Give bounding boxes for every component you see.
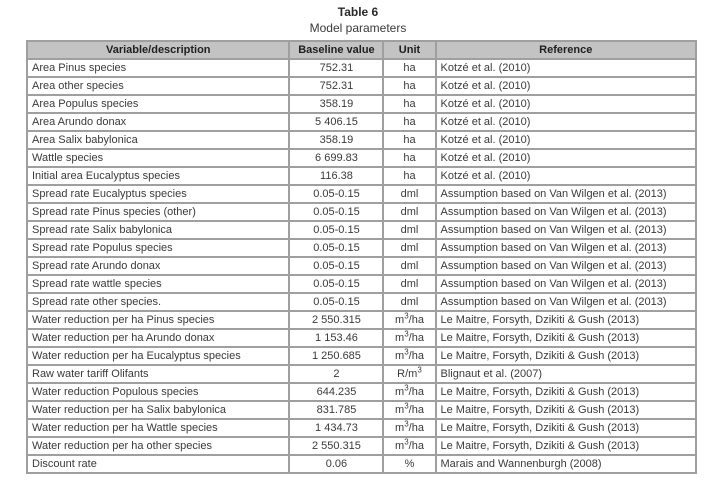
unit-cell (383, 203, 435, 221)
reference-cell: Assumption based on Van Wilgen et al. (2013) (436, 221, 696, 239)
model-parameters-table (26, 40, 697, 474)
baseline-value-cell: 6 699.83 (289, 149, 383, 167)
unit-superscript: 3 (404, 311, 409, 320)
variable-description-cell: Spread rate other species. (27, 293, 289, 311)
baseline-value-cell: 752.31 (289, 59, 383, 77)
reference-cell: Assumption based on Van Wilgen et al. (2013) (436, 293, 696, 311)
table-row (27, 131, 696, 149)
unit-cell (383, 275, 435, 293)
variable-description-cell: Spread rate Salix babylonica (27, 221, 289, 239)
table-row (27, 329, 696, 347)
unit-cell (383, 77, 435, 95)
table-row (27, 77, 696, 95)
unit-text-suffix: /ha (408, 439, 424, 452)
unit-cell (383, 239, 435, 257)
unit-cell (383, 329, 435, 347)
unit-text: m (395, 331, 405, 344)
unit-text-suffix: /ha (408, 349, 424, 362)
baseline-value-cell: 2 550.315 (289, 311, 383, 329)
unit-cell (383, 293, 435, 311)
unit-text-suffix: /ha (408, 331, 424, 344)
variable-description-cell: Water reduction per ha Pinus species (27, 311, 289, 329)
unit-text: ha (403, 61, 416, 74)
reference-cell: Assumption based on Van Wilgen et al. (2013) (436, 203, 696, 221)
reference-cell: Kotzé et al. (2010) (436, 113, 696, 131)
unit-superscript: 3 (404, 383, 409, 392)
unit-cell (383, 113, 435, 131)
unit-text: ha (403, 133, 416, 146)
table-row (27, 185, 696, 203)
variable-description-cell: Spread rate wattle species (27, 275, 289, 293)
unit-superscript: 3 (404, 401, 409, 410)
table-row (27, 365, 696, 383)
unit-text: m (395, 439, 405, 452)
reference-cell: Assumption based on Van Wilgen et al. (2013) (436, 257, 696, 275)
baseline-value-cell: 0.05-0.15 (289, 239, 383, 257)
header-variable-description: Variable/description (27, 41, 289, 59)
variable-description-cell: Area Salix babylonica (27, 131, 289, 149)
reference-cell: Assumption based on Van Wilgen et al. (2013) (436, 275, 696, 293)
table-row (27, 59, 696, 77)
unit-text: R/m (397, 367, 418, 380)
unit-cell (383, 311, 435, 329)
unit-cell (383, 221, 435, 239)
table-row (27, 149, 696, 167)
unit-text: m (395, 385, 405, 398)
baseline-value-cell: 358.19 (289, 131, 383, 149)
baseline-value-cell: 644.235 (289, 383, 383, 401)
variable-description-cell: Spread rate Eucalyptus species (27, 185, 289, 203)
table-row (27, 401, 696, 419)
baseline-value-cell: 831.785 (289, 401, 383, 419)
reference-cell: Kotzé et al. (2010) (436, 77, 696, 95)
table-row (27, 419, 696, 437)
table-header-row (27, 41, 696, 59)
unit-text: dml (400, 187, 419, 200)
unit-text: ha (403, 97, 416, 110)
unit-text: dml (400, 277, 419, 290)
baseline-value-cell: 1 153.46 (289, 329, 383, 347)
table-row (27, 293, 696, 311)
unit-cell (383, 149, 435, 167)
baseline-value-cell: 0.05-0.15 (289, 203, 383, 221)
header-reference: Reference (436, 41, 696, 59)
table-body (27, 59, 696, 473)
variable-description-cell: Area Arundo donax (27, 113, 289, 131)
reference-cell: Kotzé et al. (2010) (436, 167, 696, 185)
reference-cell: Le Maitre, Forsyth, Dzikiti & Gush (2013) (436, 437, 696, 455)
unit-cell (383, 185, 435, 203)
unit-text-suffix: /ha (408, 385, 424, 398)
variable-description-cell: Initial area Eucalyptus species (27, 167, 289, 185)
unit-text: m (395, 403, 405, 416)
table-caption: Model parameters (309, 21, 407, 35)
unit-cell (383, 59, 435, 77)
variable-description-cell: Spread rate Arundo donax (27, 257, 289, 275)
table-row (27, 347, 696, 365)
table-row (27, 383, 696, 401)
unit-text: dml (400, 223, 419, 236)
reference-cell: Assumption based on Van Wilgen et al. (2013) (436, 239, 696, 257)
unit-text: ha (403, 169, 416, 182)
variable-description-cell: Spread rate Pinus species (other) (27, 203, 289, 221)
unit-superscript: 3 (404, 347, 409, 356)
unit-text: ha (403, 151, 416, 164)
unit-text: m (395, 349, 405, 362)
baseline-value-cell: 2 (289, 365, 383, 383)
unit-cell (383, 437, 435, 455)
unit-text-suffix: /ha (408, 403, 424, 416)
unit-superscript: 3 (417, 365, 422, 374)
baseline-value-cell: 116.38 (289, 167, 383, 185)
reference-cell: Assumption based on Van Wilgen et al. (2013) (436, 185, 696, 203)
variable-description-cell: Water reduction per ha other species (27, 437, 289, 455)
reference-cell: Kotzé et al. (2010) (436, 149, 696, 167)
reference-cell: Kotzé et al. (2010) (436, 59, 696, 77)
unit-superscript: 3 (404, 329, 409, 338)
variable-description-cell: Area Pinus species (27, 59, 289, 77)
unit-cell (383, 167, 435, 185)
baseline-value-cell: 0.05-0.15 (289, 185, 383, 203)
header-unit: Unit (383, 41, 435, 59)
unit-text: ha (403, 79, 416, 92)
baseline-value-cell: 358.19 (289, 95, 383, 113)
unit-cell (383, 455, 435, 473)
unit-cell (383, 365, 435, 383)
variable-description-cell: Water reduction per ha Eucalyptus species (27, 347, 289, 365)
baseline-value-cell: 0.05-0.15 (289, 275, 383, 293)
unit-text: ha (403, 115, 416, 128)
table-row (27, 311, 696, 329)
unit-superscript: 3 (404, 437, 409, 446)
variable-description-cell: Water reduction per ha Salix babylonica (27, 401, 289, 419)
unit-cell (383, 419, 435, 437)
reference-cell: Marais and Wannenburgh (2008) (436, 455, 696, 473)
reference-cell: Blignaut et al. (2007) (436, 365, 696, 383)
reference-cell: Kotzé et al. (2010) (436, 131, 696, 149)
baseline-value-cell: 0.05-0.15 (289, 257, 383, 275)
baseline-value-cell: 5 406.15 (289, 113, 383, 131)
table-row (27, 167, 696, 185)
variable-description-cell: Discount rate (27, 455, 289, 473)
variable-description-cell: Area other species (27, 77, 289, 95)
table-row (27, 95, 696, 113)
unit-text-suffix: /ha (408, 421, 424, 434)
baseline-value-cell: 752.31 (289, 77, 383, 95)
unit-cell (383, 401, 435, 419)
table-row (27, 239, 696, 257)
unit-text: % (404, 457, 415, 470)
baseline-value-cell: 0.05-0.15 (289, 221, 383, 239)
baseline-value-cell: 0.06 (289, 455, 383, 473)
table-row (27, 257, 696, 275)
variable-description-cell: Water reduction per ha Arundo donax (27, 329, 289, 347)
table-row (27, 221, 696, 239)
unit-text: m (395, 421, 405, 434)
reference-cell: Le Maitre, Forsyth, Dzikiti & Gush (2013) (436, 329, 696, 347)
unit-text-suffix: /ha (408, 313, 424, 326)
unit-text: dml (400, 295, 419, 308)
reference-cell: Le Maitre, Forsyth, Dzikiti & Gush (2013) (436, 401, 696, 419)
unit-cell (383, 131, 435, 149)
variable-description-cell: Raw water tariff Olifants (27, 365, 289, 383)
baseline-value-cell: 0.05-0.15 (289, 293, 383, 311)
unit-text: m (395, 313, 405, 326)
unit-cell (383, 95, 435, 113)
table-row (27, 113, 696, 131)
header-baseline-value: Baseline value (289, 41, 383, 59)
reference-cell: Le Maitre, Forsyth, Dzikiti & Gush (2013) (436, 311, 696, 329)
variable-description-cell: Wattle species (27, 149, 289, 167)
table-row (27, 437, 696, 455)
table-row (27, 275, 696, 293)
unit-cell (383, 257, 435, 275)
unit-cell (383, 347, 435, 365)
unit-text: dml (400, 259, 419, 272)
unit-text: dml (400, 241, 419, 254)
baseline-value-cell: 1 434.73 (289, 419, 383, 437)
table-row (27, 455, 696, 473)
reference-cell: Le Maitre, Forsyth, Dzikiti & Gush (2013) (436, 419, 696, 437)
variable-description-cell: Spread rate Populus species (27, 239, 289, 257)
unit-superscript: 3 (404, 419, 409, 428)
variable-description-cell: Area Populus species (27, 95, 289, 113)
reference-cell: Le Maitre, Forsyth, Dzikiti & Gush (2013) (436, 347, 696, 365)
variable-description-cell: Water reduction per ha Wattle species (27, 419, 289, 437)
unit-cell (383, 383, 435, 401)
table-row (27, 203, 696, 221)
baseline-value-cell: 1 250.685 (289, 347, 383, 365)
reference-cell: Le Maitre, Forsyth, Dzikiti & Gush (2013) (436, 383, 696, 401)
table-number-title: Table 6 (337, 5, 379, 19)
variable-description-cell: Water reduction Populous species (27, 383, 289, 401)
baseline-value-cell: 2 550.315 (289, 437, 383, 455)
reference-cell: Kotzé et al. (2010) (436, 95, 696, 113)
unit-text: dml (400, 205, 419, 218)
